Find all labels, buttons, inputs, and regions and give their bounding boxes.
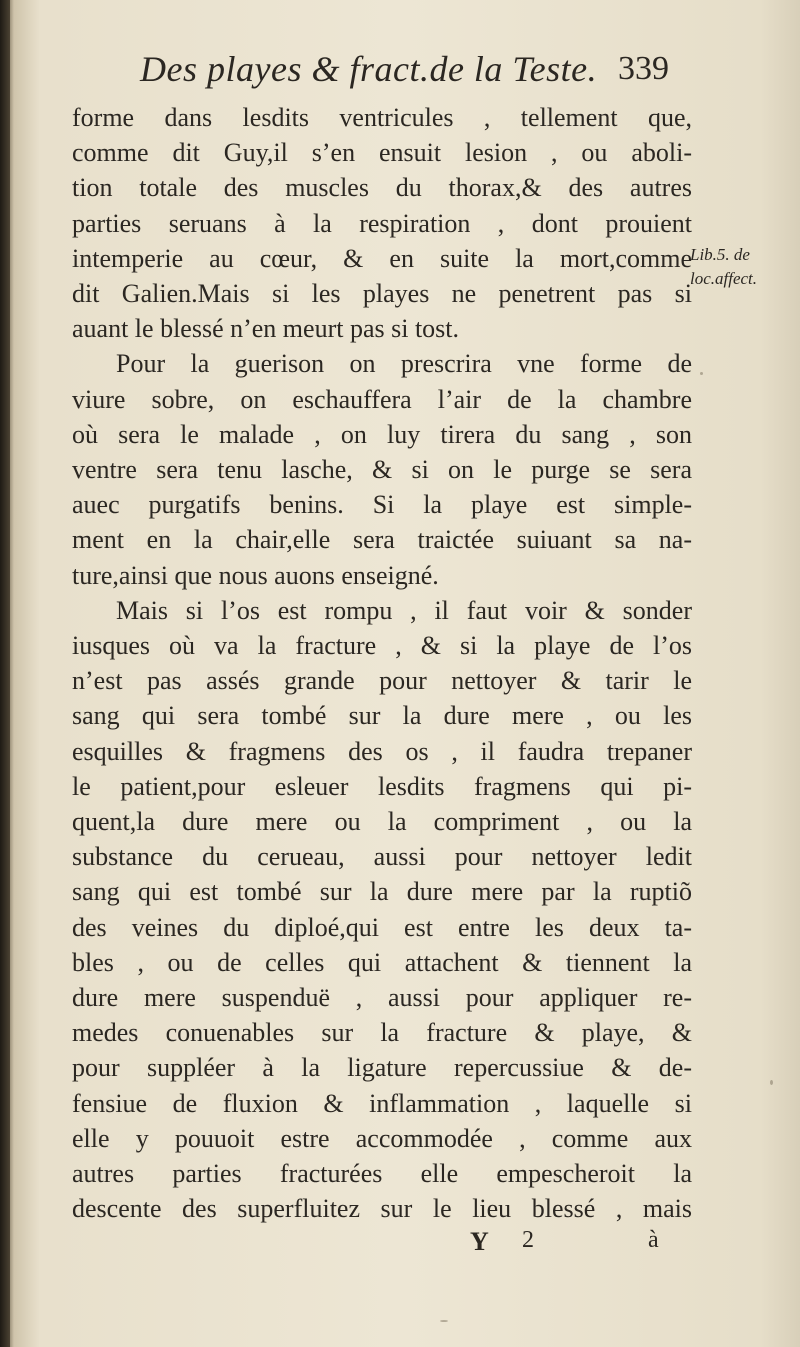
text-line: intemperie au cœur, & en suite la mort,comme <box>72 243 692 273</box>
signature-number: 2 <box>522 1227 534 1253</box>
text-line: bles , ou de celles qui attachent & tiennent la <box>72 947 692 977</box>
paper-speck <box>770 1080 773 1085</box>
margin-note-line: loc.affect. <box>690 269 758 288</box>
text-line: viure sobre, on eschauffera l’air de la chambre <box>72 384 692 414</box>
text-line: esquilles & fragmens des os , il faudra trepaner <box>72 736 692 766</box>
text-line: ture,ainsi que nous auons enseigné. <box>72 560 439 590</box>
page-number: 339 <box>618 50 669 87</box>
text-line: auec purgatifs benins. Si la playe est simple- <box>72 490 692 520</box>
text-line: parties seruans à la respiration , dont prouient <box>72 208 692 238</box>
text-line: où sera le malade , on luy tirera du sang , son <box>72 419 692 449</box>
margin-note <box>690 243 800 291</box>
paper-speck <box>700 372 703 375</box>
text-line: auant le blessé n’en meurt pas si tost. <box>72 314 460 344</box>
text-line: tion totale des muscles du thorax,& des autres <box>72 173 692 203</box>
page-header <box>140 48 700 98</box>
text-line: Mais si l’os est rompu , il faut voir & sonder <box>116 595 692 625</box>
text-line: substance du cerueau, aussi pour nettoyer ledit <box>72 842 692 872</box>
text-line: Pour la guerison on prescrira vne forme de <box>116 349 692 379</box>
margin-note-line: Lib.5. de <box>690 245 750 264</box>
paper-speck <box>440 1320 448 1322</box>
text-line: autres parties fracturées elle empescheroit la <box>72 1159 692 1189</box>
text-line: descente des superfluitez sur le lieu blessé , mais <box>72 1194 692 1224</box>
text-line: ment en la chair,elle sera traictée suiuant sa na- <box>72 525 692 555</box>
catchword: à <box>648 1227 659 1253</box>
text-line: n’est pas assés grande pour nettoyer & tarir le <box>72 666 692 696</box>
text-line: dit Galien.Mais si les playes ne penetrent pas si <box>72 279 692 309</box>
text-line: sang qui sera tombé sur la dure mere , ou les <box>72 701 692 731</box>
text-line: pour suppléer à la ligature repercussiue & de- <box>72 1053 692 1083</box>
signature-mark: Y <box>470 1227 489 1256</box>
text-line: le patient,pour esleuer lesdits fragmens qui pi- <box>72 771 692 801</box>
page-footer <box>470 1227 700 1267</box>
text-line: forme dans lesdits ventricules , tellement que, <box>72 103 692 132</box>
text-line: comme dit Guy,il s’en ensuit lesion , ou aboli- <box>72 138 692 168</box>
running-title: Des playes & fract.de la Teste. <box>140 49 598 89</box>
text-line: des veines du diploé,qui est entre les deux ta- <box>72 912 692 942</box>
body-text <box>72 100 692 1227</box>
text-line: elle y pouuoit estre accommodée , comme aux <box>72 1123 692 1153</box>
text-line: quent,la dure mere ou la compriment , ou la <box>72 807 692 837</box>
text-line: iusques où va la fracture , & si la playe de l’os <box>72 631 692 661</box>
text-line: medes conuenables sur la fracture & playe, & <box>72 1018 692 1048</box>
text-line: fensiue de fluxion & inflammation , laquelle si <box>72 1088 692 1118</box>
text-line: sang qui est tombé sur la dure mere par la ruptiõ <box>72 877 692 907</box>
text-line: dure mere suspenduë , aussi pour appliquer re- <box>72 983 692 1013</box>
binding-gutter <box>0 0 10 1347</box>
text-line: ventre sera tenu lasche, & si on le purge se sera <box>72 455 692 485</box>
